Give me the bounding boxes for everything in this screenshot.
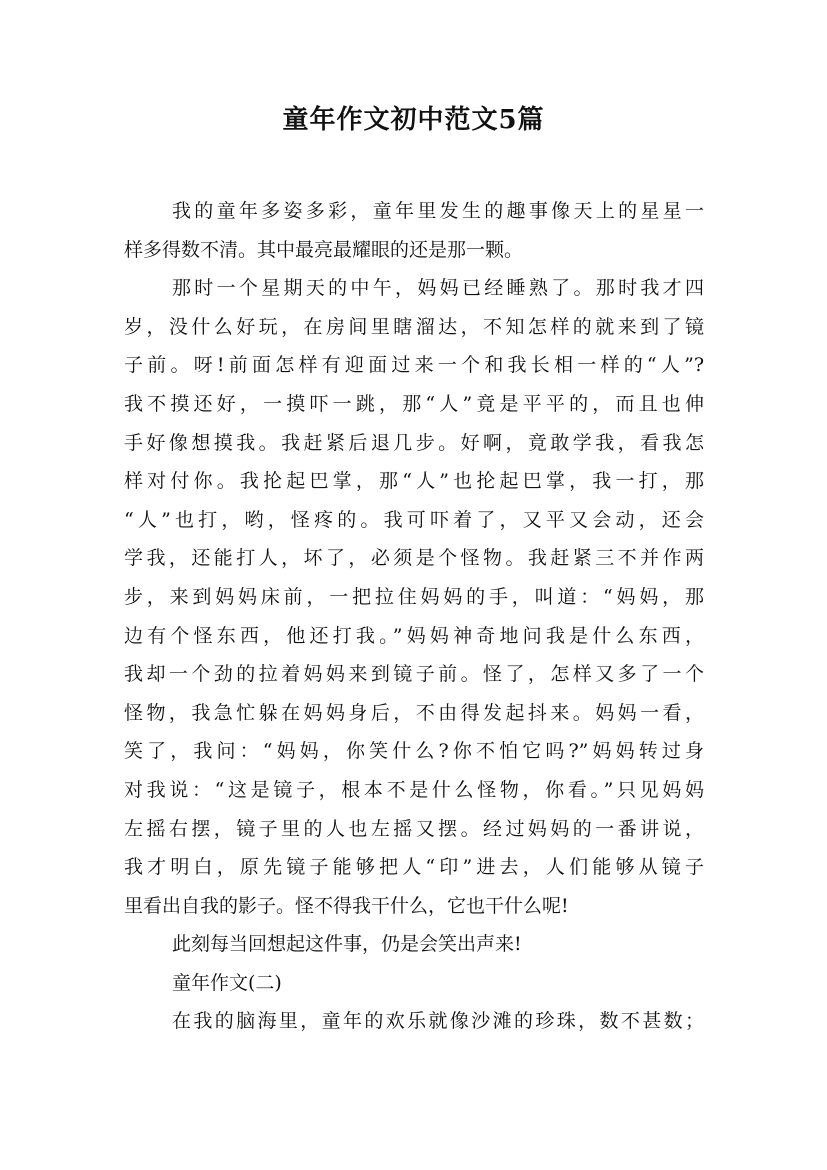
text-line: 怪物，我急忙躲在妈妈身后，不由得发起抖来。妈妈一看，: [124, 701, 704, 724]
document-body: [124, 192, 704, 1041]
text-line: 那时一个星期天的中午，妈妈已经睡熟了。那时我才四: [172, 277, 704, 300]
text-line: 此刻每当回想起这件事，仍是会笑出声来!: [172, 933, 522, 956]
text-line: 我才明白，原先镜子能够把人“印”进去，人们能够从镜子: [124, 856, 704, 879]
text-line: 样多得数不清。其中最亮最耀眼的还是那一颗。: [124, 238, 524, 261]
text-line: 在我的脑海里，童年的欢乐就像沙滩的珍珠，数不甚数；: [172, 1010, 704, 1033]
document-title: 童年作文初中范文5篇: [282, 105, 545, 135]
text-line: 我不摸还好，一摸吓一跳，那“人”竟是平平的，而且也伸: [124, 392, 704, 415]
text-line: 学我，还能打人，坏了，必须是个怪物。我赶紧三不并作两: [124, 547, 704, 570]
text-line: 岁，没什么好玩，在房间里瞎溜达，不知怎样的就来到了镜: [124, 315, 704, 338]
text-line: 里看出自我的影子。怪不得我干什么，它也干什么呢!: [124, 894, 569, 917]
text-line: 子前。呀!前面怎样有迎面过来一个和我长相一样的“人”?: [124, 354, 704, 377]
text-line: 左摇右摆，镜子里的人也左摇又摆。经过妈妈的一番讲说，: [124, 817, 704, 840]
text-line: 边有个怪东西，他还打我。”妈妈神奇地问我是什么东西，: [124, 624, 704, 647]
text-line: “人”也打，哟，怪疼的。我可吓着了，又平又会动，还会: [124, 508, 704, 531]
text-line: 样对付你。我抡起巴掌，那“人”也抡起巴掌，我一打，那: [124, 470, 704, 493]
text-line: 手好像想摸我。我赶紧后退几步。好啊，竟敢学我，看我怎: [124, 431, 704, 454]
text-line: 步，来到妈妈床前，一把拉住妈妈的手，叫道：“妈妈，那: [124, 585, 704, 608]
text-line: 我却一个劲的拉着妈妈来到镜子前。怪了，怎样又多了一个: [124, 663, 704, 686]
text-line: 笑了，我问：“妈妈，你笑什么?你不怕它吗?”妈妈转过身: [124, 740, 704, 763]
text-line: 我的童年多姿多彩，童年里发生的趣事像天上的星星一: [172, 200, 704, 222]
text-line: 童年作文(二): [172, 971, 282, 994]
text-line: 对我说：“这是镜子，根本不是什么怪物，你看。”只见妈妈: [124, 778, 704, 801]
